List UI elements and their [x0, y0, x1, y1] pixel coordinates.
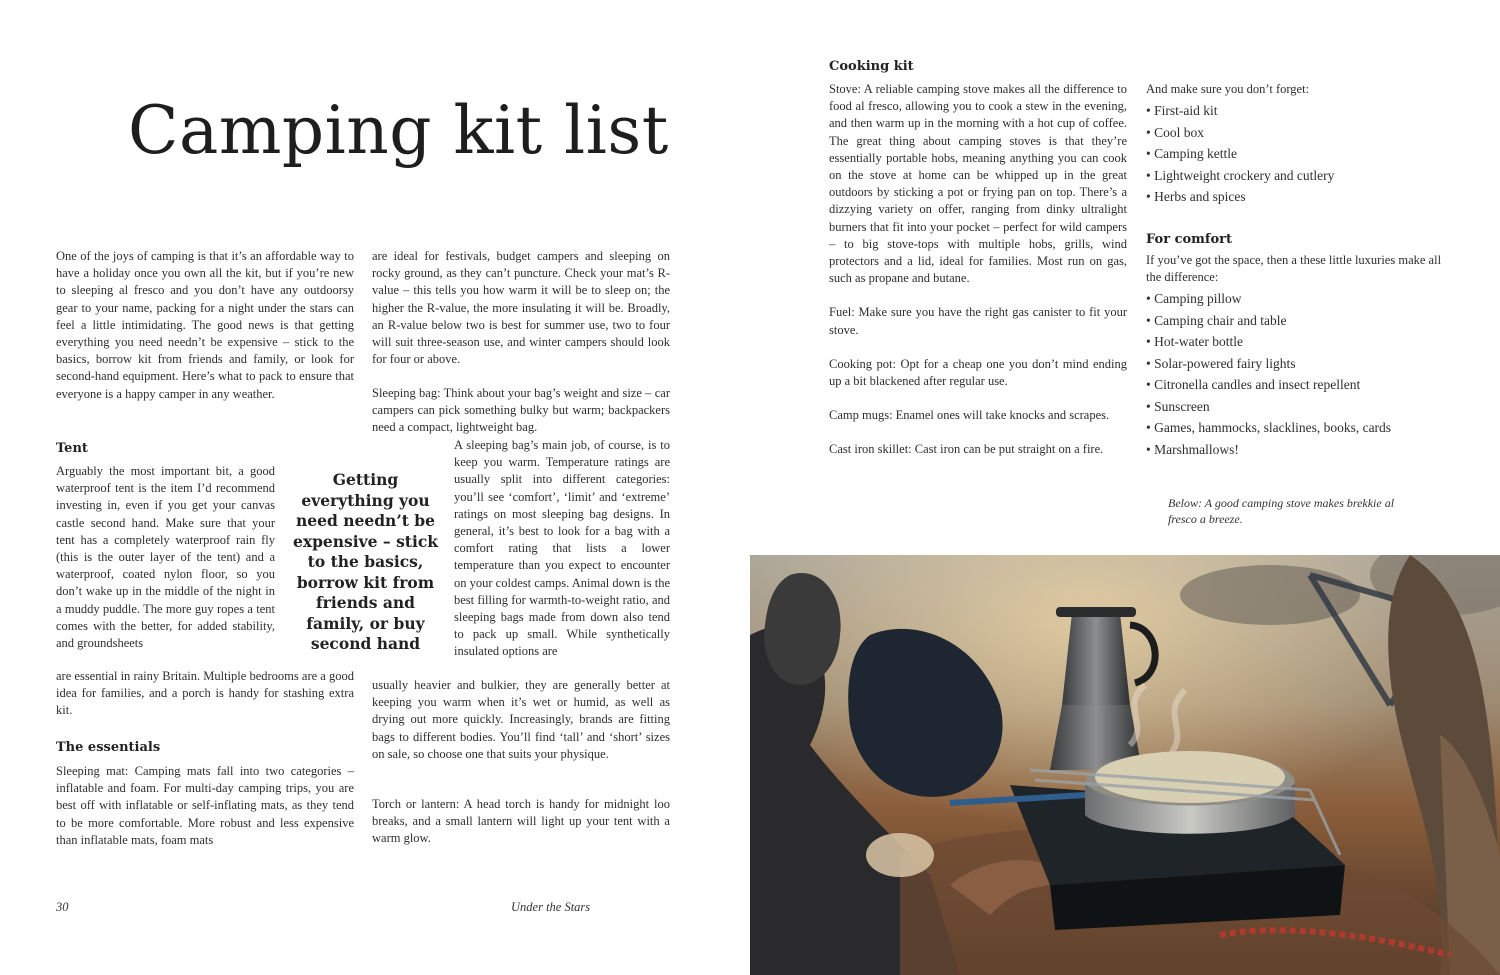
skillet-text: Cast iron skillet: Cast iron can be put straight on a fire. — [829, 442, 1104, 457]
sleeping-bag-paragraph-c: usually heavier and bulkier, they are generally better at keeping you warm when it’s wet or humid, as well as drying out more quickly. Increasingly, brands are fitting bags to different bodies. You’ll find ‘tall’ and ‘short’ sizes on sale, so choose one that suits your physique. — [372, 678, 670, 761]
dont-forget-section — [1146, 81, 1466, 208]
list-item: • Hot-water bottle — [1146, 331, 1456, 353]
sleeping-mat-paragraph: Sleeping mat: Camping mats fall into two categories – inflatable and foam. For multi-day camping trips, you are best off with inflatable or self-inflating mats, as they tend to be more comfortable. More robust and less expensive than inflatable mats, foam mats — [56, 764, 354, 847]
stove-text: Stove: A reliable camping stove makes all the difference to food al fresco, allowing you to cook a stew in the evening, and then warm up in the morning with a hot cup of coffee. The great thing about camping stoves is that they’re essentially portable hobs, meaning anything you can cook on the stove at home can be whipped up in the great outdoors by sticking a pot or frying pan on top. There’s a dizzying variety on offer, ranging from dinky ultralight burners that fit into your pocket – perfect for wild campers – to big stove-tops with multiple hobs, grills, wind protectors and a lid, ideal for families. Most run on gas, such as propane and butane. — [829, 82, 1127, 286]
comfort-section — [1146, 232, 1456, 460]
list-item: • Games, hammocks, slacklines, books, cards — [1146, 417, 1456, 439]
list-item: • Marshmallows! — [1146, 439, 1456, 461]
list-item: • Solar-powered fairy lights — [1146, 353, 1456, 375]
sleeping-bag-paragraph-b: A sleeping bag’s main job, of course, is to keep you warm. Temperature ratings are usually split into different categories: you’ll see ‘comfort’, ‘limit’ and ‘extreme’ ratings on most sleeping bag designs. In general, it’s best to look for a bag with a comfort rating that lists a lower temperature than you expect to encounter on your coldest camps. Animal down is the best filling for warmth-to-weight ratio, and sleeping bags made from down also tend to pack up small. While synthetically insulated options are — [454, 438, 670, 659]
list-item: • Camping chair and table — [1146, 310, 1456, 332]
comfort-intro: If you’ve got the space, then a these little luxuries make all the difference: — [1146, 253, 1442, 285]
intro-paragraph — [56, 248, 354, 403]
mat-continued-paragraph: are ideal for festivals, budget campers and sleeping on rocky ground, as they can’t puncture. Check your mat’s R-value – this tells you how warm it will be to sleep on; the higher the R-value, the more insulating it will be. Broadly, an R-value below two is best for summer use, two to four will suit three-season use, and winter campers should look for four or above. — [372, 249, 670, 367]
list-item: • Herbs and spices — [1146, 186, 1466, 208]
comfort-list — [1146, 288, 1456, 460]
torch-text — [372, 796, 670, 848]
cooking-heading: Cooking kit — [829, 59, 914, 74]
sleeping-bag-wide — [372, 385, 670, 437]
intro-text: One of the joys of camping is that it’s an affordable way to have a holiday once you own all the kit, but if you’re new to sleeping al fresco and you don’t have any outdoorsy gear to your name, packing for a night under the stars can feel a little intimidating. The good news is that getting everything you need needn’t be expensive – stick to the basics, borrow kit from friends and family, or look for second-hand equipment. Here’s what to pack to ensure that everyone is a happy camper in any weather. — [56, 249, 354, 401]
cooking-section — [829, 59, 1127, 74]
dont-forget-intro: And make sure you don’t forget: — [1146, 82, 1310, 96]
mat-continued — [372, 248, 670, 368]
tent-paragraph-b: are essential in rainy Britain. Multiple bedrooms are a good idea for families, and a porch is handy for stashing extra kit. — [56, 669, 354, 718]
camping-stove-photo — [750, 555, 1500, 975]
list-item: • Cool box — [1146, 122, 1466, 144]
list-item: • Sunscreen — [1146, 396, 1456, 418]
tent-paragraph-a: Arguably the most important bit, a good waterproof tent is the item I’d recommend investing in, even if you get your canvas castle second hand. Make sure that your tent has a completely waterproof rain fly (this is the outer layer of the tent) and a waterproof, coated nylon floor, so you don’t wake up in the middle of the night in a muddy puddle. The more guy ropes a tent comes with the better, for added stability, and groundsheets — [56, 464, 275, 651]
dont-forget-list — [1146, 100, 1466, 208]
list-item: • Lightweight crockery and cutlery — [1146, 165, 1466, 187]
tent-section — [56, 441, 354, 456]
sleeping-bag-wide2 — [372, 677, 670, 763]
essentials-section — [56, 740, 354, 755]
photo-caption: Below: A good camping stove makes brekkie al fresco a breeze. — [1168, 496, 1395, 526]
tent-text-narrow — [56, 463, 275, 652]
tent-text-wide — [56, 668, 354, 720]
tent-heading: Tent — [56, 441, 88, 456]
mugs-text: Camp mugs: Enamel ones will take knocks and scrapes. — [829, 408, 1110, 423]
page-title: Camping kit list — [128, 92, 669, 169]
list-item: • Camping kettle — [1146, 143, 1466, 165]
list-item: • Citronella candles and insect repellent — [1146, 374, 1456, 396]
sleeping-bag-narrow — [454, 437, 670, 661]
book-title: Under the Stars — [511, 900, 591, 914]
list-item: • Camping pillow — [1146, 288, 1456, 310]
photo-illustration — [750, 555, 1500, 975]
essentials-heading: The essentials — [56, 740, 161, 755]
list-item: • First-aid kit — [1146, 100, 1466, 122]
torch-paragraph: Torch or lantern: A head torch is handy for midnight loo breaks, and a small lantern will light up your tent with a warm glow. — [372, 797, 670, 846]
sleeping-bag-paragraph-a: Sleeping bag: Think about your bag’s weight and size – car campers can pick something bulky but warm; backpackers need a compact, lightweight bag. — [372, 386, 670, 435]
page-number: 30 — [56, 900, 69, 914]
pull-quote: Getting everything you need needn’t be expensive – stick to the basics, borrow kit from friends and family, or buy second hand — [292, 470, 439, 653]
fuel-text: Fuel: Make sure you have the right gas canister to fit your stove. — [829, 305, 1127, 337]
pot-text: Cooking pot: Opt for a cheap one you don’t mind ending up a bit blackened after regular use. — [829, 356, 1127, 389]
cooking-body — [829, 81, 1127, 459]
sleeping-mat-text — [56, 763, 354, 849]
comfort-heading: For comfort — [1146, 232, 1233, 247]
